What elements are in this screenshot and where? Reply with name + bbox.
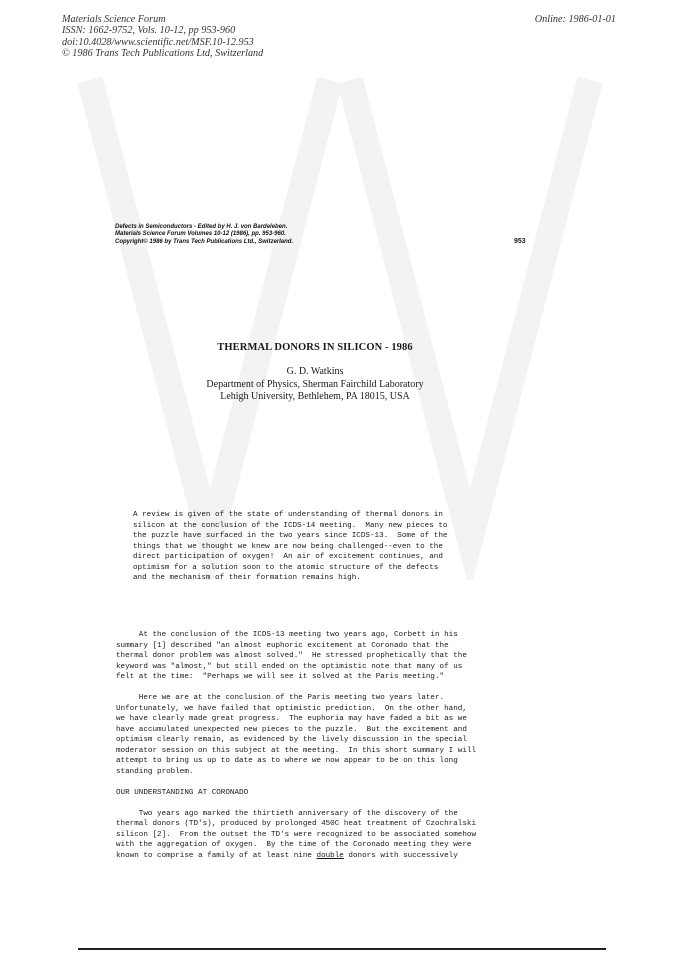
text-line: we have clearly made great progress. The euphoria may have faded a bit as we (116, 715, 467, 723)
abstract-line: direct participation of oxygen! An air of excitement continues, and (133, 553, 443, 561)
body-text (116, 630, 476, 861)
text-line: At the conclusion of the ICDS-13 meeting two years ago, Corbett in his (116, 631, 458, 639)
abstract-line: and the mechanism of their formation remains high. (133, 574, 361, 582)
text-line: have accumulated unexpected new pieces to the puzzle. But the excitement and (116, 725, 467, 734)
text-line: with the aggregation of oxygen. By the time of the Coronado meeting they were (116, 841, 472, 849)
online-date: Online: 1986-01-01 (534, 14, 616, 25)
journal-metadata (62, 14, 263, 60)
issn-line: ISSN: 1662-9752, Vols. 10-12, pp 953-960 (62, 25, 236, 37)
affiliation-line-2: Lehigh University, Bethlehem, PA 18015, USA (220, 391, 410, 402)
text-line: standing problem. (116, 767, 194, 776)
abstract-line: the puzzle have surfaced in the two years since ICDS-13. Some of the (133, 532, 448, 540)
author-name: G. D. Watkins (286, 366, 344, 377)
abstract-line: things that we thought we knew are now being challenged--even to the (133, 542, 443, 551)
abstract-line: silicon at the conclusion of the ICDS-14 meeting. Many new pieces to (133, 521, 448, 530)
abstract-line: optimism for a solution soon to the atomic structure of the defects (133, 563, 439, 572)
paragraph-3 (116, 809, 476, 862)
text-line: Two years ago marked the thirtieth anniversary of the discovery of the (116, 809, 458, 818)
abstract (133, 510, 447, 584)
paragraph-1 (116, 630, 476, 683)
text-line: attempt to bring us up to date as to where we now appear to be on this long (116, 757, 458, 765)
paragraph-2 (116, 693, 476, 777)
author-block (0, 366, 630, 404)
paragraph-gap (116, 777, 476, 788)
text-segment: donors with successively (343, 851, 458, 860)
paragraph-gap (116, 683, 476, 694)
text-line: keyword was "almost," but still ended on the optimistic note that many of us (116, 662, 463, 671)
text-line: felt at the time: "Perhaps we will see it solved at the Paris meeting." (116, 673, 445, 681)
page-number: 953 (514, 238, 526, 245)
text-line (116, 851, 476, 862)
text-line: thermal donor problem was almost solved." He stressed prophetically that the (116, 652, 467, 660)
text-line: optimism clearly remain, as evidenced by the lively discussion in the special (116, 736, 467, 744)
section-heading: OUR UNDERSTANDING AT CORONADO (116, 788, 249, 797)
paragraph-gap (116, 798, 476, 809)
affiliation-line-1: Department of Physics, Sherman Fairchild Laboratory (206, 378, 424, 390)
text-line: silicon [2]. From the outset the TD's were recognized to be associated somehow (116, 830, 477, 839)
text-line: Here we are at the conclusion of the Paris meeting two years later. (116, 694, 445, 702)
text-segment: known to comprise a family of at least nine (116, 851, 317, 860)
journal-name: Materials Science Forum (62, 14, 166, 25)
text-line: moderator session on this subject at the meeting. In this short summary I will (116, 746, 477, 755)
text-line: thermal donors (TD's), produced by prolonged 450C heat treatment of Czochralski (116, 820, 477, 828)
watermark-logo (60, 60, 620, 580)
text-line: Unfortunately, we have failed that optimistic prediction. On the other hand, (116, 704, 467, 713)
citation-line-2: Materials Science Forum Volumes 10-12 (1986), pp. 953-960. (115, 231, 286, 238)
text-line: summary [1] described "an almost euphoric excitement at Coronado that the (116, 641, 449, 650)
doi-link[interactable]: doi:10.4028/www.scientific.net/MSF.10-12.953 (62, 36, 254, 48)
abstract-line: A review is given of the state of understanding of thermal donors in (133, 511, 443, 519)
bottom-rule (78, 948, 606, 950)
citation-line-3: Copyright© 1986 by Trans Tech Publications Ltd., Switzerland. (115, 238, 294, 245)
copyright-line: © 1986 Trans Tech Publications Ltd, Switzerland (62, 48, 264, 60)
citation-line-1: Defects in Semiconductors - Edited by H. J. von Bardeleben. (115, 224, 288, 230)
paper-title: THERMAL DONORS IN SILICON - 1986 (217, 342, 413, 353)
underlined-word: double (316, 851, 344, 860)
citation-block (115, 224, 293, 246)
